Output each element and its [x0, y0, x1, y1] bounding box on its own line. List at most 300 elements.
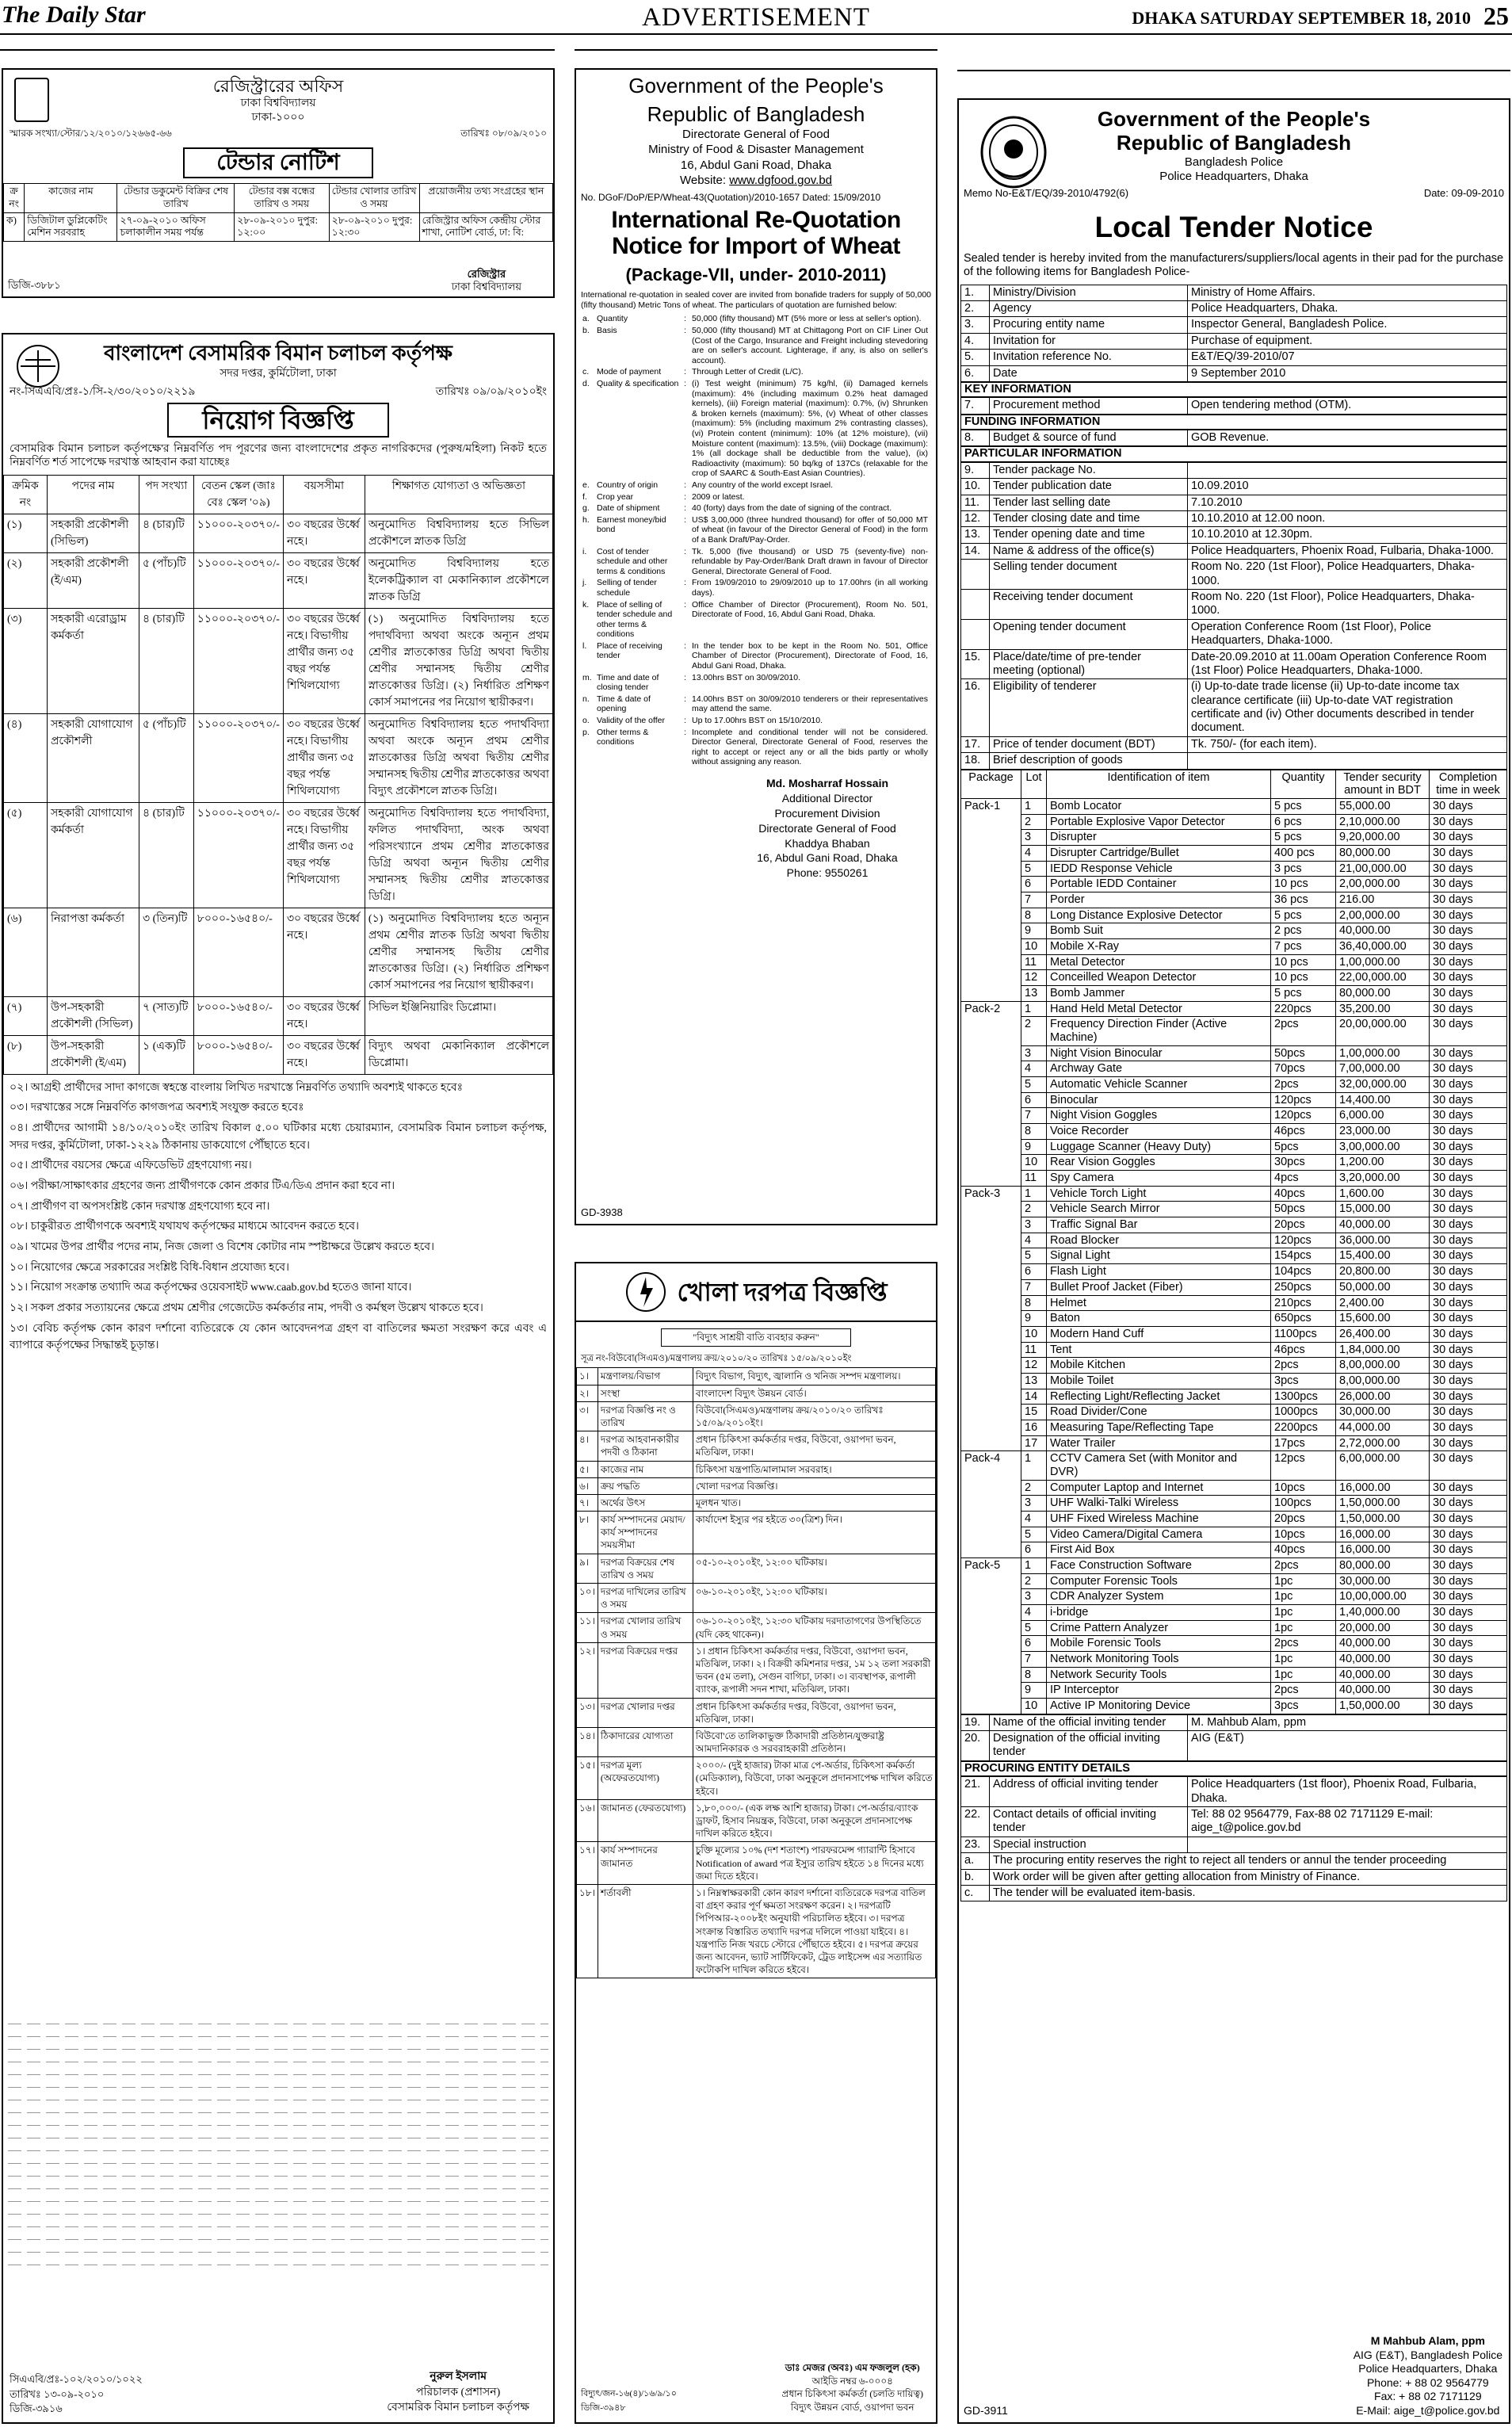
wheat-item-cell: 14.00hrs BST on 30/09/2010 tenderers or their representatives may attend the same. — [692, 694, 928, 714]
police-goods-cell: 30 days — [1430, 1326, 1507, 1342]
police-goods-cell: 5pcs — [1271, 1139, 1336, 1155]
wheat-item-cell: : — [684, 314, 686, 324]
wheat-sign-line: Additional Director — [781, 791, 873, 805]
police-goods-cell: 2,10,000.00 — [1336, 814, 1430, 830]
caab-post-row — [4, 514, 553, 552]
caab-logo-icon — [14, 342, 62, 390]
khola-sign-org: বিদ্যুৎ উন্নয়ন বোর্ড, ওয়াপদা ভবন — [790, 2402, 914, 2414]
police-goods-cell: Mobile Forensic Tools — [1047, 1636, 1271, 1652]
police-goods-cell: 30 days — [1430, 1264, 1507, 1280]
police-goods-cell: 14 — [1021, 1389, 1047, 1405]
caab-cell: ৩০ বছরের উর্ধ্বে নহে। বিভাগীয় প্রার্থীর জন্য ৩৫ বছর পর্যন্ত শিথিলযোগ্য — [283, 802, 365, 908]
police-gov2: Republic of Bangladesh — [1116, 130, 1352, 155]
police-info-row — [961, 317, 1507, 333]
caab-cell: সহকারী এরোড্রাম কর্মকর্তা — [47, 608, 139, 713]
registrar-footer-code: ডিজি-৩৮৮১ — [8, 278, 61, 291]
registrar-header-cell: টেন্ডার ডকুমেন্ট বিক্রির শেষ তারিখ — [117, 184, 235, 212]
police-goods-cell: 1,50,000.00 — [1336, 1698, 1430, 1714]
police-emblem-icon — [978, 114, 1049, 193]
police-goods-cell: Bomb Locator — [1047, 799, 1271, 815]
wheat-reference: No. DGoF/DoP/EP/Wheat-43(Quotation)/2010-1657 Dated: 15/09/2010 — [581, 191, 881, 203]
police-info-cell: 6. — [961, 365, 990, 381]
caab-condition: ০৬। পরীক্ষা/সাক্ষাৎকার গ্রহণের জন্য প্রার্থীগণকে কোন প্রকার টিএ/ডিএ প্রদান করা হবে না। — [10, 1179, 395, 1192]
khola-slogan: "বিদ্যুৎ সাশ্রয়ী বাতি ব্যবহার করুন" — [661, 1328, 851, 1347]
police-goods-cell: 26,000.00 — [1336, 1389, 1430, 1405]
police-goods-cell: 3 — [1021, 1217, 1047, 1233]
wheat-item-cell: d. — [582, 379, 590, 389]
caab-cell: (৪) — [4, 713, 48, 802]
caab-footer-date: তারিখঃ ১৩-০৯-২০১০ — [10, 2387, 105, 2400]
police-info-row — [961, 560, 1507, 590]
police-goods-cell: 4 — [1021, 1061, 1047, 1077]
police-info-cell: 22. — [961, 1806, 990, 1836]
police-goods-row — [961, 1511, 1507, 1527]
police-goods-cell: 6 — [1021, 1092, 1047, 1108]
police-goods-cell: 1 — [1021, 1557, 1047, 1573]
police-info-cell: Tender last selling date — [990, 495, 1188, 510]
police-goods-cell: 30 days — [1430, 1557, 1507, 1573]
police-goods-row — [961, 1542, 1507, 1558]
police-goods-cell: 30 days — [1430, 1342, 1507, 1358]
police-goods-cell: 14,400.00 — [1336, 1092, 1430, 1108]
khola-cell: ৮। — [577, 1512, 598, 1554]
police-goods-cell: CDR Analyzer System — [1047, 1589, 1271, 1605]
police-goods-cell: 40,000.00 — [1336, 1217, 1430, 1233]
khola-sign-id: আইডি নম্বর ৬-০০০৪ — [811, 2375, 893, 2387]
police-goods-cell: 30 days — [1430, 1527, 1507, 1542]
police-goods-cell: 7 — [1021, 1108, 1047, 1124]
khola-sign-title: প্রধান চিকিৎসা কর্মকর্তা (চলতি দায়িত্ব) — [781, 2388, 923, 2400]
wheat-item-cell: Quantity — [597, 314, 628, 324]
police-goods-cell: 30 days — [1430, 1542, 1507, 1558]
wheat-intro: International re-quotation in sealed cover are invited from bonafide traders for supply of 50,000 (fifty thousand) Metric Tons of wheat. The particulars of quotation are furnished below: — [581, 290, 931, 310]
police-info-cell: Place/date/time of pre-tender meeting (optional) — [990, 649, 1188, 679]
wheat-item-cell: Place of receiving tender — [597, 640, 662, 661]
police-goods-cell: Tent — [1047, 1342, 1271, 1358]
police-goods-cell: 35,200.00 — [1336, 1001, 1430, 1017]
police-goods-cell: 30 days — [1430, 939, 1507, 955]
police-goods-cell: 30 days — [1430, 1420, 1507, 1435]
wheat-address: 16, Abdul Gani Road, Dhaka — [680, 158, 832, 172]
police-goods-cell: 3pcs — [1271, 1698, 1336, 1714]
police-goods-cell: Portable Explosive Vapor Detector — [1047, 814, 1271, 830]
police-goods-cell: 5 — [1021, 1527, 1047, 1542]
police-goods-cell: 30 days — [1430, 1155, 1507, 1171]
police-goods-cell: 1100pcs — [1271, 1326, 1336, 1342]
police-goods-cell: 16,000.00 — [1336, 1542, 1430, 1558]
police-goods-row — [961, 1202, 1507, 1217]
caab-post-row — [4, 996, 553, 1035]
police-goods-cell: 7 — [1021, 892, 1047, 908]
caab-cell: ৮০০০-১৬৫৪০/- — [193, 996, 283, 1035]
khola-cell: প্রধান চিকিৎসা কর্মকর্তার দপ্তর, বিউবো, ওয়াপদা ভবন, মতিঝিল, ঢাকা। — [693, 1431, 935, 1461]
police-sign-line: E-Mail: aige_t@police.gov.bd — [1356, 2403, 1500, 2417]
police-goods-cell: 4 — [1021, 1604, 1047, 1620]
khola-memo: সূত্র নং-বিউবো(সিএমও)/মন্ত্রণালয় ক্রয়/২০১০/২০ তারিখঃ ১৫/০৯/২০১০ইং — [581, 1354, 852, 1363]
police-goods-cell: 30 days — [1430, 1171, 1507, 1187]
wheat-item-cell: : — [684, 379, 686, 389]
section-title: ADVERTISEMENT — [642, 3, 870, 32]
wheat-item-cell: Any country of the world except Israel. — [692, 480, 834, 490]
police-info-row — [961, 619, 1507, 649]
police-goods-cell: 11 — [1021, 1171, 1047, 1187]
khola-cell: সংস্থা — [598, 1385, 693, 1401]
police-goods-cell: 20,000.00 — [1336, 1620, 1430, 1636]
police-info-num: c. — [961, 1885, 990, 1901]
police-goods-cell: 2pcs — [1271, 1557, 1336, 1573]
police-goods-cell: 30 days — [1430, 1511, 1507, 1527]
police-info-cell: Name & address of the office(s) — [990, 543, 1188, 559]
police-goods-cell: 30 days — [1430, 1077, 1507, 1093]
police-goods-cell: CCTV Camera Set (with Monitor and DVR) — [1047, 1451, 1271, 1480]
police-goods-cell: 30 days — [1430, 1636, 1507, 1652]
police-info-cell: 1. — [961, 285, 990, 300]
police-info-cell: Purchase of equipment. — [1188, 333, 1507, 349]
caab-sign-name: নুরুল ইসলাম — [430, 2371, 487, 2383]
wheat-item-row — [581, 366, 930, 378]
caab-cell: ৩০ বছরের উর্ধ্বে নহে। — [283, 996, 365, 1035]
police-goods-cell: 216.00 — [1336, 892, 1430, 908]
caab-condition: ০৯। খামের উপর প্রার্থীর পদের নাম, নিজ জেলা ও বিশেষ কোটার নাম স্পষ্টাক্ষরে উল্লেখ করতে হবে। — [10, 1241, 435, 1253]
police-goods-row — [961, 1604, 1507, 1620]
police-info-cell: Tender package No. — [990, 462, 1188, 478]
wheat-title: International Re-Quotation Notice for Import of Wheat — [611, 206, 901, 259]
caab-sign-title: পরিচালক (প্রশাসন) — [415, 2386, 501, 2398]
police-goods-row — [961, 830, 1507, 846]
khola-cell: ২। — [577, 1385, 598, 1401]
police-goods-cell: 10 — [1021, 1155, 1047, 1171]
police-goods-cell: 1pc — [1271, 1667, 1336, 1683]
police-goods-cell: 17pcs — [1271, 1435, 1336, 1451]
police-info-cell: 10. — [961, 479, 990, 495]
police-info-cell: Brief description of goods — [990, 753, 1188, 769]
police-goods-cell: 30 days — [1430, 1358, 1507, 1374]
police-goods-row — [961, 1342, 1507, 1358]
police-package-name: Pack-2 — [961, 1001, 1021, 1186]
police-goods-cell: 2pcs — [1271, 1017, 1336, 1045]
police-goods-cell: 6,000.00 — [1336, 1108, 1430, 1124]
police-goods-cell: 7 pcs — [1271, 939, 1336, 955]
khola-cell: দরপত্র খোলার তারিখ ও সময় — [598, 1613, 693, 1642]
police-goods-row — [961, 1092, 1507, 1108]
wheat-item-cell: Mode of payment — [597, 367, 662, 377]
police-info-row — [961, 753, 1507, 769]
police-goods-row — [961, 1326, 1507, 1342]
police-goods-cell: 36,000.00 — [1336, 1233, 1430, 1248]
police-info-cell: 2. — [961, 300, 990, 316]
wheat-item-cell: j. — [582, 578, 587, 588]
police-goods-cell: 16,000.00 — [1336, 1480, 1430, 1496]
wheat-website-label: Website: — [679, 174, 730, 188]
khola-cell: কার্য সম্পাদনের জামানত — [598, 1842, 693, 1885]
caab-condition: ১৩। বেবিচ কর্তৃপক্ষ কোন কারণ দর্শানো ব্যতিরেকে যে কোন আবেদনপত্র গ্রহণ বা বাতিলের ক্ষমতা সংরক্ষণ করে এবং এ ব্যাপারে কর্তৃপক্ষের সিদ্ধান্তই চূড়ান্ত। — [10, 1322, 547, 1352]
police-goods-cell: 30 days — [1430, 1217, 1507, 1233]
police-goods-cell: 1pc — [1271, 1651, 1336, 1667]
police-goods-cell: 20pcs — [1271, 1217, 1336, 1233]
police-goods-cell: 5 pcs — [1271, 799, 1336, 815]
police-goods-cell: 20,00,000.00 — [1336, 1017, 1430, 1045]
police-goods-cell: 120pcs — [1271, 1233, 1336, 1248]
police-goods-row — [961, 877, 1507, 892]
police-info-row — [961, 527, 1507, 543]
police-goods-cell: IP Interceptor — [1047, 1683, 1271, 1699]
caab-cell: ৩০ বছরের উর্ধ্বে নহে। — [283, 908, 365, 996]
police-goods-row — [961, 1620, 1507, 1636]
police-info-cell: 17. — [961, 736, 990, 752]
caab-cell: (৫) — [4, 802, 48, 908]
wheat-item-row — [581, 672, 930, 694]
police-info-cell: Police Headquarters, Dhaka. — [1188, 300, 1507, 316]
police-goods-header — [961, 770, 1507, 798]
police-info-cell — [1188, 753, 1507, 769]
police-goods-cell: 10 — [1021, 939, 1047, 955]
police-goods-row — [961, 1139, 1507, 1155]
police-goods-cell: 1pc — [1271, 1589, 1336, 1605]
police-goods-cell: 10 pcs — [1271, 877, 1336, 892]
caab-cell: (৬) — [4, 908, 48, 996]
police-goods-cell: 40pcs — [1271, 1186, 1336, 1202]
wheat-item-row — [581, 503, 930, 514]
police-goods-cell: 20,800.00 — [1336, 1264, 1430, 1280]
wheat-item-cell: p. — [582, 727, 590, 737]
wheat-sign-line: Khaddya Bhaban — [785, 836, 870, 850]
police-goods-cell: 6 — [1021, 1542, 1047, 1558]
wheat-item-row — [581, 514, 930, 546]
police-info-cell: (i) Up-to-date trade license (ii) Up-to-date income tax clearance certificate (iii) Up-to-date VAT registration certificate and (iv) Other documents described in tender document. — [1188, 679, 1507, 737]
wheat-item-cell: n. — [582, 694, 590, 704]
caab-cell: ১১০০০-২০৩৭০/- — [193, 713, 283, 802]
police-info-row — [961, 350, 1507, 365]
police-info-cell: 20. — [961, 1731, 990, 1761]
police-goods-cell: 30 days — [1430, 1435, 1507, 1451]
police-info-row — [961, 365, 1507, 381]
police-goods-cell: 5 pcs — [1271, 908, 1336, 923]
police-goods-cell: 55,000.00 — [1336, 799, 1430, 815]
khola-row — [577, 1727, 936, 1756]
caab-sign-org: বেসামরিক বিমান চলাচল কর্তৃপক্ষ — [387, 2402, 529, 2414]
caab-cell: ৩০ বছরের উর্ধ্বে নহে। বিভাগীয় প্রার্থীর জন্য ৩৫ বছর পর্যন্ত শিথিলযোগ্য — [283, 608, 365, 713]
police-goods-cell: Luggage Scanner (Heavy Duty) — [1047, 1139, 1271, 1155]
police-goods-cell: 13 — [1021, 1373, 1047, 1389]
police-goods-cell: 30 days — [1430, 830, 1507, 846]
khola-row — [577, 1554, 936, 1583]
police-goods-cell: 30 days — [1430, 923, 1507, 939]
police-goods-cell: 17 — [1021, 1435, 1047, 1451]
police-info-row — [961, 1836, 1507, 1852]
wheat-item-cell: In the tender box to be kept in the Room No. 501, Office Chamber of Director (Procurement), Directorate of Food, 16, Abdul Gani Road, Dhaka. — [692, 640, 928, 671]
page-number: 25 — [1483, 2, 1509, 30]
khola-cell: ২০০০/- (দুই হাজার) টাকা মাত্র পে-অর্ডার, চিকিৎসা কর্মকর্তা (মেডিক্যাল), বিউবো, ঢাকা অনুকূলে প্রদানসাপেক্ষ দাখিল করিতে হইবে। — [693, 1757, 935, 1800]
police-info-cell: Inspector General, Bangladesh Police. — [1188, 317, 1507, 333]
police-goods-row — [961, 1017, 1507, 1045]
wheat-item-cell: : — [684, 546, 686, 556]
police-goods-row — [961, 1001, 1507, 1017]
police-goods-row — [961, 1077, 1507, 1093]
khola-cell: ১০। — [577, 1584, 598, 1613]
police-goods-cell: 30 days — [1430, 1589, 1507, 1605]
wheat-item-cell: Country of origin — [597, 480, 659, 490]
caab-header-cell: পদের নাম — [47, 475, 139, 514]
khola-cell: ৩। — [577, 1401, 598, 1431]
police-goods-row — [961, 1108, 1507, 1124]
police-info-cell: Room No. 220 (1st Floor), Police Headquarters, Dhaka-1000. — [1188, 560, 1507, 590]
caab-cell: (২) — [4, 552, 48, 608]
police-goods-cell: 10 pcs — [1271, 954, 1336, 970]
caab-cell: (৮) — [4, 1035, 48, 1074]
police-info-cell: 3. — [961, 317, 990, 333]
police-goods-cell: Mobile Kitchen — [1047, 1358, 1271, 1374]
police-goods-cell: 4 — [1021, 846, 1047, 862]
khola-cell: ১৪। — [577, 1727, 598, 1756]
wheat-item-cell: b. — [582, 326, 590, 336]
newspaper-brand: The Daily Star — [2, 2, 146, 28]
police-goods-cell: 1,50,000.00 — [1336, 1496, 1430, 1512]
police-goods-cell: 8 — [1021, 1295, 1047, 1311]
police-goods-row — [961, 892, 1507, 908]
caab-condition: ০৫। প্রার্থীদের বয়সের ক্ষেত্রে এফিডেভিট গ্রহণযোগ্য নয়। — [10, 1160, 252, 1172]
khola-cell: কাজের নাম — [598, 1461, 693, 1477]
police-goods-cell: 44,000.00 — [1336, 1420, 1430, 1435]
police-goods-cell: 154pcs — [1271, 1248, 1336, 1264]
police-goods-row — [961, 1573, 1507, 1589]
police-goods-cell: Flash Light — [1047, 1264, 1271, 1280]
police-goods-cell: 30 days — [1430, 1604, 1507, 1620]
bpdb-logo-icon — [624, 1271, 667, 1313]
police-goods-cell: Voice Recorder — [1047, 1124, 1271, 1140]
police-dept: Bangladesh Police — [1184, 155, 1284, 169]
police-goods-cell: 30 days — [1430, 1045, 1507, 1061]
wheat-item-cell: Time and date of closing tender — [597, 672, 659, 693]
khola-cell: শর্তাবলী — [598, 1884, 693, 1978]
police-goods-cell: Network Security Tools — [1047, 1667, 1271, 1683]
wheat-website-link[interactable]: www.dgfood.gov.bd — [729, 174, 833, 188]
registrar-university: ঢাকা বিশ্ববিদ্যালয় — [240, 97, 316, 110]
caab-cell: ১১০০০-২০৩৭০/- — [193, 802, 283, 908]
police-goods-cell: 12 — [1021, 1358, 1047, 1374]
police-gd: GD-3911 — [964, 2404, 1008, 2417]
police-info-row — [961, 1853, 1507, 1869]
police-memo: Memo No-E&T/EQ/39-2010/4792(6) — [964, 186, 1129, 199]
wheat-item-cell: : — [684, 599, 686, 610]
khola-cell: ০৫-১০-২০১০ইং, ১২:০০ ঘটিকায়। — [693, 1554, 935, 1583]
police-goods-cell: Water Trailer — [1047, 1435, 1271, 1451]
khola-cell: প্রধান চিকিৎসা কর্মকর্তার দপ্তর, বিউবো, ওয়াপদা ভবন, মতিঝিল, ঢাকা। — [693, 1698, 935, 1727]
police-goods-cell: 30 days — [1430, 1667, 1507, 1683]
caab-notice-title: নিয়োগ বিজ্ঞপ্তি — [167, 403, 389, 438]
registrar-memo: স্মারক সংখ্যা/স্টোর/১২/২০১০/১২৬৬৫-৬৬ — [10, 128, 172, 140]
police-goods-cell: 30 days — [1430, 1017, 1507, 1045]
police-goods-cell: 50pcs — [1271, 1202, 1336, 1217]
police-goods-cell: Porder — [1047, 892, 1271, 908]
wheat-sign-line: Phone: 9550261 — [786, 866, 869, 880]
police-goods-cell: Vehicle Search Mirror — [1047, 1202, 1271, 1217]
police-info-table — [960, 285, 1507, 382]
police-info-row — [961, 543, 1507, 559]
caab-cell: ৩০ বছরের উর্ধ্বে নহে। — [283, 552, 365, 608]
police-goods-cell: 1,84,000.00 — [1336, 1342, 1430, 1358]
wheat-item-cell: Date of shipment — [597, 503, 660, 514]
police-goods-cell: 46pcs — [1271, 1124, 1336, 1140]
police-goods-row — [961, 1405, 1507, 1420]
police-info-cell: Room No. 220 (1st Floor), Police Headquarters, Dhaka-1000. — [1188, 589, 1507, 619]
wheat-item-cell: US$ 3,00,000 (three hundred thousand) for offer of 50,000 MT of wheat (in favour of the Director General of Food) in the form of a Bank Draft/Pay-Order. — [692, 514, 928, 545]
police-goods-cell: 7,00,000.00 — [1336, 1061, 1430, 1077]
police-goods-cell: 40,000.00 — [1336, 923, 1430, 939]
police-section-heading: FUNDING INFORMATION — [960, 415, 1507, 430]
police-goods-cell: 16 — [1021, 1420, 1047, 1435]
wheat-ministry: Ministry of Food & Disaster Management — [648, 143, 864, 157]
police-goods-cell: 40,000.00 — [1336, 1651, 1430, 1667]
khola-cell: ০৬-১০-২০১০ইং, ১২:০০ ঘটিকায়। — [693, 1584, 935, 1613]
police-goods-cell: 30 days — [1430, 1620, 1507, 1636]
caab-cell: (১) — [4, 514, 48, 552]
police-goods-row — [961, 1233, 1507, 1248]
caab-header-cell: ক্রমিক নং — [4, 475, 48, 514]
police-info-cell: Operation Conference Room (1st Floor), Police Headquarters, Dhaka-1000. — [1188, 619, 1507, 649]
police-info-row — [961, 462, 1507, 478]
registrar-header-cell: ক্র নং — [4, 184, 25, 212]
khola-cell: কার্যাদেশ ইস্যুর পর হইতে ৩০(ত্রিশ) দিন। — [693, 1512, 935, 1554]
registrar-date: তারিখঃ ০৮/০৯/২০১০ — [460, 128, 547, 140]
police-info-cell: Police Headquarters, Phoenix Road, Fulbaria, Dhaka-1000. — [1188, 543, 1507, 559]
police-goods-cell: 30 days — [1430, 986, 1507, 1002]
police-goods-cell: 400 pcs — [1271, 846, 1336, 862]
khola-cell: দরপত্র দাখিলের তারিখ ও সময় — [598, 1584, 693, 1613]
caab-header-cell: পদ সংখ্যা — [139, 475, 193, 514]
police-goods-cell: 15,000.00 — [1336, 1202, 1430, 1217]
police-goods-cell: 1 — [1021, 1451, 1047, 1480]
caab-date: তারিখঃ ০৯/০৯/২০১০ইং — [435, 386, 547, 398]
caab-condition: ১০। নিয়োগের ক্ষেত্রে সরকারের সংশ্লিষ্ট বিধি-বিধান প্রযোজ্য হবে। — [10, 1261, 289, 1274]
khola-row — [577, 1884, 936, 1978]
police-goods-cell: 2pcs — [1271, 1358, 1336, 1374]
police-info-row — [961, 1731, 1507, 1761]
wheat-gd: GD-3938 — [581, 1206, 623, 1218]
caab-header-cell: বেতন স্কেল (জাঃ বেঃ স্কেল '০৯) — [193, 475, 283, 514]
wheat-item-row — [581, 480, 930, 491]
police-goods-cell: 30 days — [1430, 1451, 1507, 1480]
khola-row — [577, 1461, 936, 1477]
wheat-item-cell: : — [684, 514, 686, 525]
police-goods-row — [961, 908, 1507, 923]
wheat-sign-line: Procurement Division — [774, 806, 880, 820]
caab-intro: বেসামরিক বিমান চলাচল কর্তৃপক্ষে'র নিম্নবর্ণিত পদ পূরণের জন্য বাংলাদেশের প্রকৃত নাগরিকদের (পুরুষ/মহিলা) নিকট হতে নিম্নবর্ণিত শর্ত সাপেক্ষে দরখাস্ত আহবান করা যাচ্ছেঃ — [10, 442, 547, 468]
caab-post-row — [4, 802, 553, 908]
khola-cell: বিউবো(সিএমও)/মন্ত্রণালয় ক্রয়/২০১০/২০ তারিখঃ ১৫/০৯/২০১০ইং। — [693, 1401, 935, 1431]
police-goods-cell: 1,00,000.00 — [1336, 954, 1430, 970]
khola-table — [576, 1367, 936, 1978]
police-info-cell: GOB Revenue. — [1188, 430, 1507, 446]
police-goods-cell: 3,00,000.00 — [1336, 1139, 1430, 1155]
police-goods-row — [961, 1264, 1507, 1280]
khola-cell: দরপত্র বিক্রয়ের দপ্তর — [598, 1642, 693, 1698]
police-info-row — [961, 1777, 1507, 1807]
police-goods-row — [961, 1527, 1507, 1542]
khola-row — [577, 1368, 936, 1385]
wheat-item-cell: Through Letter of Credit (L/C). — [692, 367, 804, 377]
khola-cell: ১২। — [577, 1642, 598, 1698]
wheat-item-cell: (i) Test weight (minimum) 75 kg/hl, (ii) Damaged kernels (maximum): 4% (including maximum 0.2% heat damaged kernels), (iii) Foreign material (maximum): 0.7%, (iv) Shrunken & broken kernels (maximum): 5%, (v) Wheat of other classes (maximum): 5% (including maximum 2% contrasting classes), (vi) Protein content (minimum): 10% (at 12% moisture), (vii) Moisture content (maximum): 13.5%, (viii) Dockage (maximum): 1% (all dockage shall be deductible from the value), (ix) Radioactivity (maximum): 50 bq/kg of 137Cs (relaxable for the crop of SAARC & South-East Asian Countries). — [692, 379, 928, 479]
khola-cell: ১৬। — [577, 1799, 598, 1842]
police-goods-cell: First Aid Box — [1047, 1542, 1271, 1558]
police-goods-header-cell: Quantity — [1271, 770, 1336, 798]
wheat-item-cell: 50,000 (fifty thousand) MT (5% more or less at seller's option). — [692, 314, 922, 324]
police-goods-cell: 11 — [1021, 954, 1047, 970]
police-goods-row — [961, 1279, 1507, 1295]
police-hq: Police Headquarters, Dhaka — [1159, 169, 1308, 183]
police-info-cell: 8. — [961, 430, 990, 446]
police-info-cell: 7.10.2010 — [1188, 495, 1507, 510]
